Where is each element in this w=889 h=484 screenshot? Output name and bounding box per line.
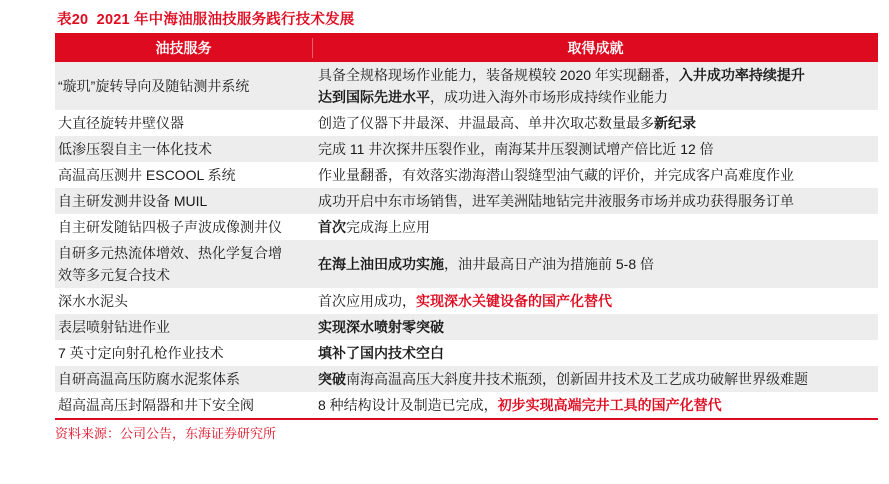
achievement-text-segment: 实现深水关键设备的国产化替代 (416, 293, 612, 309)
achievement-text-segment: 南海高温高压大斜度井技术瓶颈，创新固井技术及工艺成功破解世界级难题 (346, 371, 808, 387)
header-cell-achievement: 取得成就 (567, 39, 624, 56)
achievement-cell (313, 188, 878, 214)
service-cell: “璇玑”旋转导向及随钻测井系统 (58, 78, 250, 94)
achievement-cell (313, 288, 878, 314)
achievement-cell (313, 340, 878, 366)
service-cell: 大直径旋转井壁仪器 (58, 115, 184, 131)
table-row (55, 366, 878, 392)
service-cell: 自研多元热流体增效、热化学复合增效等多元复合技术 (58, 245, 282, 283)
achievement-text-segment: 创造了仪器下井最深、井温最高、单井次取芯数量最多 (318, 115, 654, 131)
achievement-text-segment: 初步实现高端完井工具的国产化替代 (497, 397, 722, 413)
achievement-text-segment: 成功开启中东市场销售，进军美洲陆地钻完井液服务市场并成功获得服务订单 (318, 193, 794, 209)
achievement-cell (313, 392, 878, 418)
achievement-cell (313, 62, 878, 110)
table (55, 33, 878, 442)
bottom-rule (55, 418, 878, 420)
table-row (55, 314, 878, 340)
service-cell: 低渗压裂自主一体化技术 (58, 141, 212, 157)
service-cell: 超高温高压封隔器和井下安全阀 (58, 397, 254, 413)
achievement-text-segment: 填补了国内技术空白 (318, 345, 444, 361)
service-cell: 表层喷射钻进作业 (58, 319, 170, 335)
achievement-cell (313, 136, 878, 162)
table-row (55, 136, 878, 162)
achievement-cell (313, 251, 878, 277)
achievement-text-segment: 首次应用成功， (318, 293, 416, 309)
achievement-text-segment: 新纪录 (654, 115, 696, 131)
achievement-text-segment: 作业量翻番，有效落实渤海潜山裂缝型油气藏的评价，并完成客户高难度作业 (318, 167, 794, 183)
table-row (55, 62, 878, 110)
table-row (55, 110, 878, 136)
source-note: 资料来源：公司公告，东海证券研究所 (55, 426, 277, 441)
service-cell: 高温高压测井 ESCOOL 系统 (58, 167, 236, 183)
table-row (55, 340, 878, 366)
service-cell: 7 英寸定向射孔枪作业技术 (58, 345, 224, 361)
achievement-text-segment: 首次 (318, 219, 346, 235)
achievement-text-segment: 实现深水喷射零突破 (318, 319, 444, 335)
table-row (55, 214, 878, 240)
table-header (55, 33, 878, 62)
table-body (55, 62, 878, 418)
achievement-cell (313, 162, 878, 188)
table-row (55, 162, 878, 188)
page-title: 表20 2021 年中海油服油技服务践行技术发展 (57, 12, 355, 28)
table-row (55, 392, 878, 418)
achievement-text-segment: ，成功进入海外市场形成持续作业能力 (430, 89, 668, 105)
achievement-text-segment: ，油井最高日产油为措施前 5-8 倍 (444, 256, 655, 272)
service-cell: 自研高温高压防腐水泥浆体系 (58, 371, 240, 387)
achievement-cell (313, 214, 878, 240)
table-row (55, 240, 878, 288)
achievement-cell (313, 366, 878, 392)
achievement-text-segment: 8 种结构设计及制造已完成， (318, 397, 498, 413)
table-row (55, 288, 878, 314)
header-cell-service: 油技服务 (55, 38, 313, 58)
service-cell: 自主研发测井设备 MUIL (58, 193, 208, 209)
service-cell: 深水水泥头 (58, 293, 128, 309)
achievement-cell (313, 110, 878, 136)
achievement-text-segment: 具备全规格现场作业能力，装备规模较 2020 年实现翻番， (318, 67, 679, 83)
table-row (55, 188, 878, 214)
achievement-text-segment: 在海上油田成功实施 (318, 256, 444, 272)
service-cell: 自主研发随钻四极子声波成像测井仪 (58, 219, 282, 235)
achievement-cell (313, 314, 878, 340)
achievement-text-segment: 入井成功率持续提升达到国际先进水平 (318, 67, 805, 105)
achievement-text-segment: 突破 (318, 371, 346, 387)
achievement-text-segment: 完成海上应用 (346, 219, 430, 235)
achievement-text-segment: 完成 11 井次探井压裂作业，南海某井压裂测试增产倍比近 12 倍 (318, 141, 714, 157)
